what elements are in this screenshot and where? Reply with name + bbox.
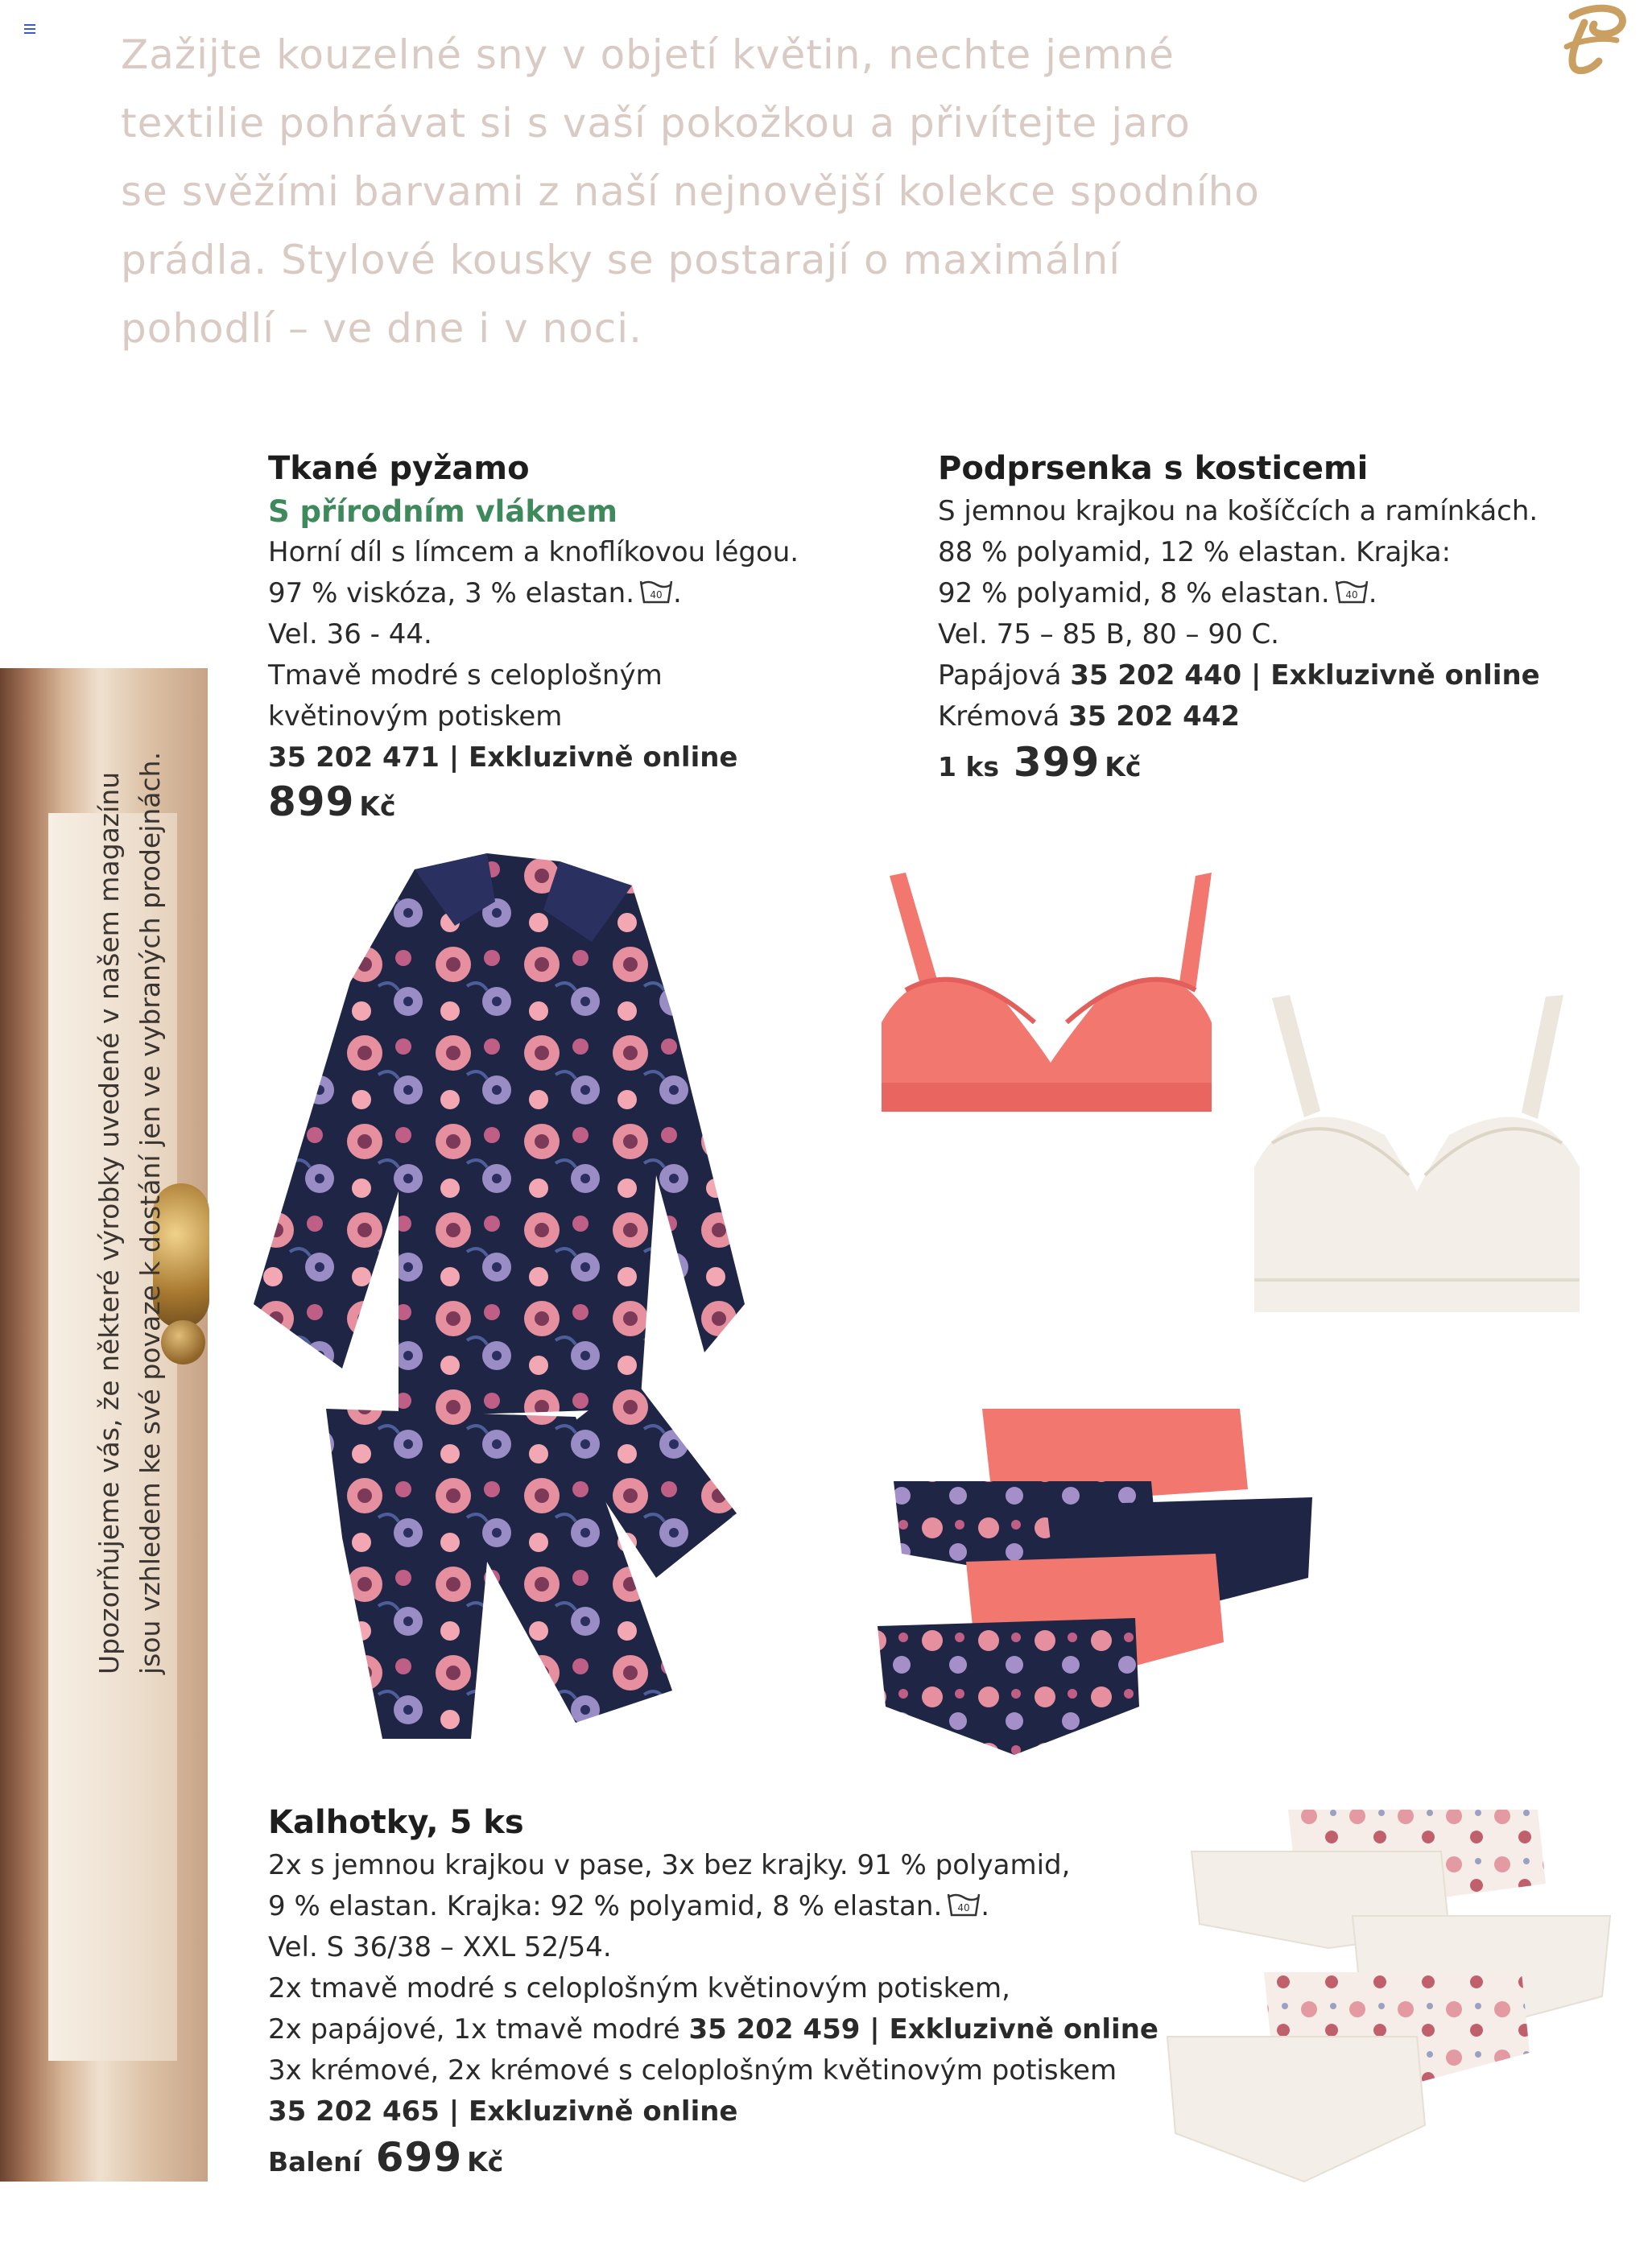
product-description: 2x s jemnou krajkou v pase, 3x bez krajky. 91 % polyamid, (268, 1849, 1071, 1881)
kalhotky-info (268, 1801, 1158, 2183)
wash-40-icon (947, 1891, 981, 1918)
wash-40-icon (1335, 578, 1369, 605)
bra-cream-photo (1248, 990, 1586, 1312)
product-code: 35 202 465 | Exkluzivně online (268, 2095, 738, 2128)
kalhotky-cream-photo (1151, 1803, 1618, 2206)
product-title: Kalhotky, 5 ks (268, 1804, 524, 1841)
product-variant: 2x papájové, 1x tmavě modré 35 202 459 | Exkluzivně online (268, 2013, 1158, 2046)
svg-text:40: 40 (650, 589, 663, 601)
kalhotky-dark-papaya-photo (861, 1401, 1312, 1787)
product-description: Horní díl s límcem a knoflíkovou légou. (268, 536, 799, 568)
product-material: 88 % polyamid, 12 % elastan. Krajka: (938, 536, 1452, 568)
menu-lines-icon (24, 24, 35, 34)
intro-line: textilie pohrávat si s vaší pokožkou a přivítejte jaro (121, 100, 1191, 147)
intro-text (121, 21, 1288, 363)
product-color: Tmavě modré s celoplošným (268, 659, 663, 691)
product-size: Vel. 36 - 44. (268, 618, 432, 650)
pyzamo-photo (254, 853, 849, 1739)
product-title: Tkané pyžamo (268, 450, 530, 487)
intro-line: Zažijte kouzelné sny v objetí květin, nechte jemné (121, 31, 1175, 78)
brand-logo-icon (1552, 0, 1633, 77)
product-subtitle: S přírodním vláknem (268, 494, 617, 529)
product-variant: Papájová 35 202 440 | Exkluzivně online (938, 659, 1540, 691)
product-code: 35 202 471 | Exkluzivně online (268, 741, 738, 774)
bra-papaya-photo (873, 869, 1228, 1191)
product-material: 9 % elastan. Krajka: 92 % polyamid, 8 % elastan. 40 . (268, 1890, 990, 1922)
availability-note (89, 708, 171, 1674)
product-size: Vel. 75 – 85 B, 80 – 90 C. (938, 618, 1279, 650)
podprsenka-info (938, 447, 1540, 788)
availability-note-line: jsou vzhledem ke své povaze k dostání jen ve vybraných prodejnách. (134, 751, 166, 1674)
product-price: 1 ks 399 Kč (938, 739, 1142, 786)
product-price: 899 Kč (268, 778, 396, 825)
product-size: Vel. S 36/38 – XXL 52/54. (268, 1931, 612, 1963)
product-variant: Krémová 35 202 442 (938, 700, 1241, 733)
wash-40-icon (639, 578, 673, 605)
intro-line: se svěžími barvami z naší nejnovější kolekce spodního (121, 168, 1260, 215)
product-title: Podprsenka s kosticemi (938, 450, 1369, 487)
availability-note-line: Upozorňujeme vás, že některé výrobky uvedené v našem magazínu (93, 771, 125, 1674)
product-color: květinovým potiskem (268, 700, 563, 733)
product-color: 3x krémové, 2x krémové s celoplošným květinovým potiskem (268, 2054, 1117, 2087)
intro-line: prádla. Stylové kousky se postarají o maximální (121, 237, 1121, 283)
pyzamo-info (268, 447, 799, 828)
product-price: Balení 699 Kč (268, 2134, 504, 2181)
product-material: 97 % viskóza, 3 % elastan. 40 . (268, 577, 682, 609)
svg-text:40: 40 (957, 1902, 970, 1913)
intro-line: pohodlí – ve dne i v noci. (121, 305, 643, 352)
svg-text:40: 40 (1345, 589, 1358, 601)
product-color: 2x tmavě modré s celoplošným květinovým potiskem, (268, 1972, 1010, 2004)
product-material: 92 % polyamid, 8 % elastan. 40 . (938, 577, 1377, 609)
product-description: S jemnou krajkou na košíčcích a ramínkách. (938, 495, 1538, 527)
